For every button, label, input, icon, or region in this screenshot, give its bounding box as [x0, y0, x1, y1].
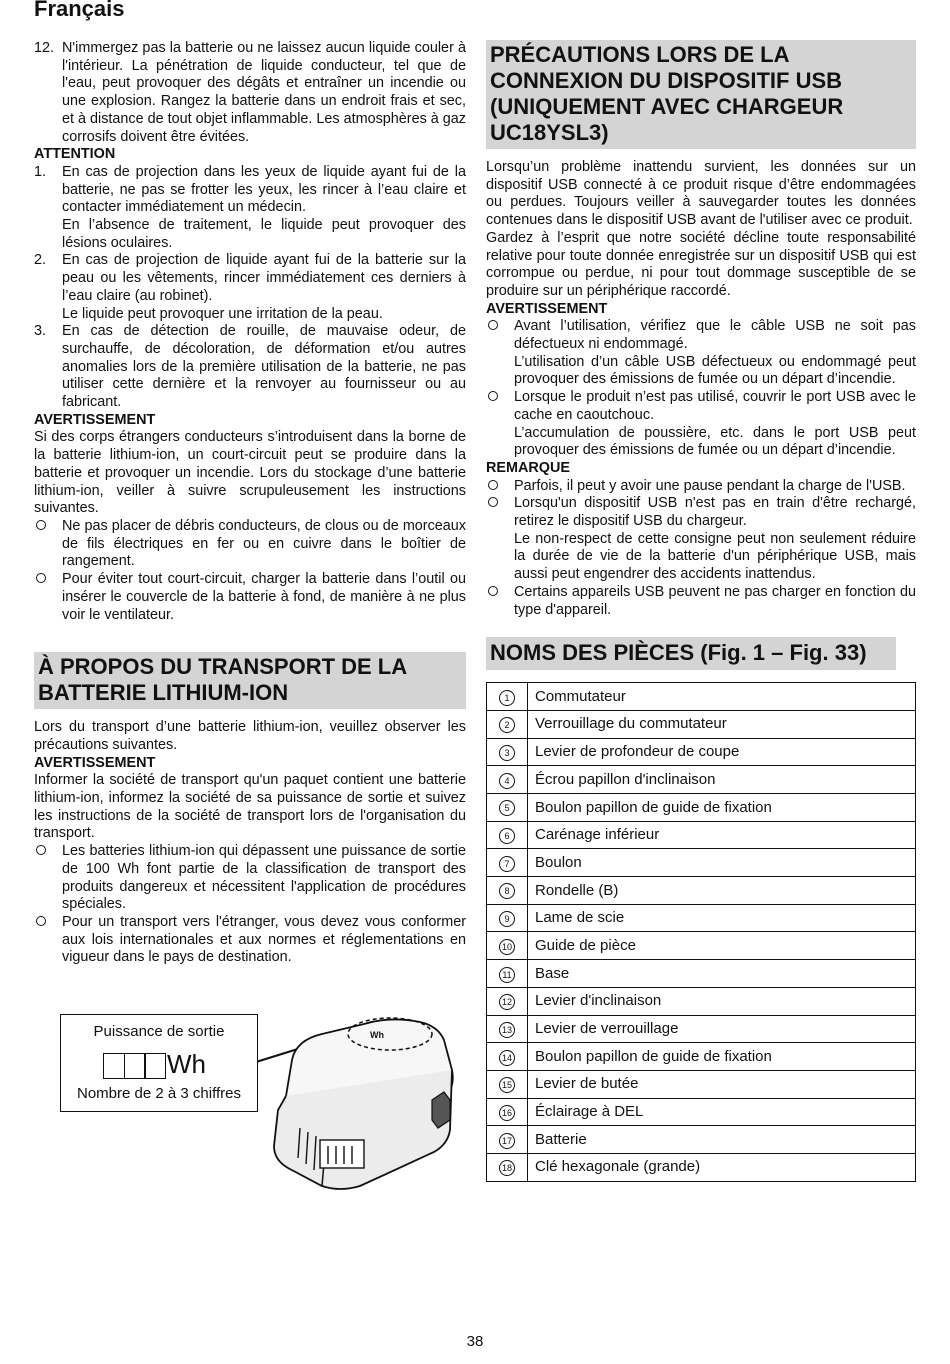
bullet-text: Pour éviter tout court-circuit, charger la batterie dans l’outil ou insérer le couvercle de la batterie à fond, de manière à ne plus voir le ventilateur.: [62, 571, 466, 623]
part-number-cell: [487, 904, 528, 932]
part-number: 8: [499, 883, 515, 899]
bullet-text: Lorsque le produit n’est pas utilisé, couvrir le port USB avec le cache en caoutchouc.: [514, 389, 916, 423]
table-row: [487, 1153, 916, 1181]
digit-cell: [144, 1053, 166, 1079]
part-name: Éclairage à DEL: [528, 1098, 916, 1126]
attention-item-2: [34, 252, 466, 323]
usb-warning-bullet-2: [486, 389, 916, 460]
table-row: [487, 960, 916, 988]
part-name: Base: [528, 960, 916, 988]
part-name: Lame de scie: [528, 904, 916, 932]
wh-unit-label: Wh: [167, 1049, 206, 1079]
transport-warning-text: Informer la société de transport qu'un paquet contient une batterie lithium-ion, informez la société de sa puissance de sortie et suivez les instructions de la société de transport lors de l'organisation du transport.: [34, 772, 466, 842]
table-row: [487, 904, 916, 932]
bullet-text: Avant l’utilisation, vérifiez que le câble USB ne soit pas défectueux ni endommagé.: [514, 318, 916, 353]
usb-warning-bullet-1: [486, 318, 916, 389]
item-number: 12.: [34, 40, 55, 56]
part-number-cell: [487, 1153, 528, 1181]
usb-paragraph-2: Gardez à l’esprit que notre société décline toute responsabilité relative pour toute donnée enregistrée sur un dispositif USB qui est corrompue ou perdue, ni pour tout dommage susceptible de se produire sur un périphérique raccordé.: [486, 229, 916, 299]
circle-bullet-icon: [488, 480, 498, 490]
table-row: [487, 1070, 916, 1098]
table-row: [487, 1015, 916, 1043]
part-number-cell: [487, 683, 528, 711]
part-number: 4: [499, 773, 515, 789]
bullet-subtext: Le non-respect de cette consigne peut non seulement réduire la durée de vie de la batterie d'un périphérique USB, mais aussi peut engendrer des accidents inattendus.: [514, 530, 916, 583]
circle-bullet-icon: [36, 573, 46, 583]
item-subtext: Le liquide peut provoquer une irritation de la peau.: [62, 305, 383, 322]
part-number: 7: [499, 856, 515, 872]
wh-callout-box: [60, 1014, 258, 1112]
part-number-cell: [487, 1043, 528, 1071]
part-name: Écrou papillon d'inclinaison: [528, 766, 916, 794]
item-number: 3.: [34, 323, 47, 340]
table-row: [487, 877, 916, 905]
part-number: 3: [499, 745, 515, 761]
warning-text: Si des corps étrangers conducteurs s’introduisent dans la borne de la batterie lithium-ion, un court-circuit peut se produire dans la batterie et provoquer un incendie. Lors du stockage d’une batterie lithium-ion, veiller à suivre scrupuleusement les instructions suivantes.: [34, 429, 466, 517]
part-number-cell: [487, 932, 528, 960]
part-number-cell: [487, 1070, 528, 1098]
page-language-header: Français: [34, 0, 125, 21]
part-number-cell: [487, 877, 528, 905]
warning-title: AVERTISSEMENT: [34, 411, 156, 428]
part-number-cell: [487, 849, 528, 877]
part-number-cell: [487, 1015, 528, 1043]
item-number: 1.: [34, 163, 47, 180]
bullet-text: Certains appareils USB peuvent ne pas charger en fonction du type d'appareil.: [514, 583, 916, 618]
part-name: Verrouillage du commutateur: [528, 710, 916, 738]
part-number: 1: [499, 690, 515, 706]
table-row: [487, 932, 916, 960]
table-row: [487, 987, 916, 1015]
part-number-cell: [487, 960, 528, 988]
part-name: Batterie: [528, 1126, 916, 1154]
part-number: 16: [499, 1105, 515, 1121]
transport-bullet-1: [34, 843, 466, 914]
page-number: 38: [466, 1333, 484, 1350]
usb-paragraph-1: Lorsqu’un problème inattendu survient, les données sur un dispositif USB connecté à ce produit risque d’être endommagées ou perdues. Toujours veiller à sauvegarder toutes les données contenues dans le dispositif USB avant de l'utiliser avec ce produit.: [486, 159, 916, 229]
part-number: 9: [499, 911, 515, 927]
transport-bullet-2: [34, 914, 466, 967]
part-name: Boulon papillon de guide de fixation: [528, 1043, 916, 1071]
note-bullet-3: [486, 584, 916, 619]
bullet-text: Parfois, il peut y avoir une pause pendant la charge de l'USB.: [514, 477, 906, 494]
parts-table: [486, 682, 916, 1181]
item-text: N'immergez pas la batterie ou ne laissez aucun liquide couler à l'intérieur. La pénétration de liquide conducteur, tel que de l'eau, peut provoquer des dégâts et entraîner un incendie ou une explosion. Rangez la batterie dans un endroit frais et sec, et à distance de tout objet inflammable. Les atmosphères à gaz corrosifs doivent être évitées.: [62, 40, 466, 145]
part-number: 15: [499, 1077, 515, 1093]
part-number-cell: [487, 987, 528, 1015]
part-name: Carénage inférieur: [528, 821, 916, 849]
part-number-cell: [487, 710, 528, 738]
circle-bullet-icon: [488, 497, 498, 507]
attention-item-3: [34, 323, 466, 412]
usb-warning-title: AVERTISSEMENT: [486, 300, 608, 317]
bullet-text: Les batteries lithium-ion qui dépassent une puissance de sortie de 100 Wh font partie de la classification de transport des produits dangereux et nécessitent l'application de procédures spéciales.: [62, 843, 466, 913]
attention-title: ATTENTION: [34, 146, 116, 163]
part-number: 10: [499, 939, 515, 955]
bullet-text: Pour un transport vers l'étranger, vous devez vous conformer aux lois internationales et aux normes et réglementations en vigueur dans le pays de destination.: [62, 913, 466, 966]
part-number-cell: [487, 738, 528, 766]
wh-digit-cells: [103, 1053, 165, 1079]
part-number-cell: [487, 1126, 528, 1154]
part-name: Boulon papillon de guide de fixation: [528, 794, 916, 822]
transport-warning-title: AVERTISSEMENT: [34, 754, 156, 771]
part-number: 13: [499, 1022, 515, 1038]
table-row: [487, 849, 916, 877]
digit-cell: [124, 1053, 146, 1079]
battery-wh-figure: [60, 1000, 480, 1190]
part-name: Levier de verrouillage: [528, 1015, 916, 1043]
list-item-12: [34, 40, 466, 146]
table-row: [487, 821, 916, 849]
note-bullet-1: [486, 478, 916, 496]
part-number: 6: [499, 828, 515, 844]
parts-section-heading: NOMS DES PIÈCES (Fig. 1 – Fig. 33): [486, 637, 896, 670]
part-name: Levier de butée: [528, 1070, 916, 1098]
circle-bullet-icon: [488, 586, 498, 596]
circle-bullet-icon: [36, 916, 46, 926]
table-row: [487, 1126, 916, 1154]
table-row: [487, 766, 916, 794]
part-number-cell: [487, 766, 528, 794]
transport-section-heading: À PROPOS DU TRANSPORT DE LA BATTERIE LITHIUM-ION: [34, 652, 466, 709]
table-row: [487, 1098, 916, 1126]
bullet-subtext: L’accumulation de poussière, etc. dans le port USB peut provoquer des émissions de fumée ou un départ d’incendie.: [514, 424, 916, 459]
part-name: Levier de profondeur de coupe: [528, 738, 916, 766]
item-text: En cas de projection dans les yeux de liquide ayant fui de la batterie, ne pas se frotter les yeux, les rincer à l’eau claire et contacter immédiatement un médecin.: [62, 163, 466, 216]
circle-bullet-icon: [488, 391, 498, 401]
part-number-cell: [487, 1098, 528, 1126]
right-column: [486, 40, 916, 1182]
item-text: En cas de détection de rouille, de mauvaise odeur, de surchauffe, de décoloration, de déformation et/ou autres anomalies lors de la première utilisation de la batterie, ne pas utiliser cette dernière et la renvoyer au fournisseur ou au fabricant.: [62, 323, 466, 411]
item-text: En cas de projection de liquide ayant fui de la batterie sur la peau ou les vêtements, rincer immédiatement ces derniers à l’eau claire (au robinet).: [62, 252, 466, 304]
part-number-cell: [487, 794, 528, 822]
part-name: Rondelle (B): [528, 877, 916, 905]
part-number: 11: [499, 967, 515, 983]
table-row: [487, 683, 916, 711]
circle-bullet-icon: [488, 320, 498, 330]
part-number: 14: [499, 1050, 515, 1066]
bullet-text: Lorsqu'un dispositif USB n'est pas en train d'être rechargé, retirez le dispositif USB du chargeur.: [514, 495, 916, 530]
transport-intro: Lors du transport d’une batterie lithium-ion, veuillez observer les précautions suivantes.: [34, 719, 466, 753]
warning-bullet-1: [34, 518, 466, 571]
part-name: Boulon: [528, 849, 916, 877]
item-subtext: En l’absence de traitement, le liquide peut provoquer des lésions oculaires.: [62, 217, 466, 251]
note-title: REMARQUE: [486, 459, 570, 476]
part-name: Guide de pièce: [528, 932, 916, 960]
digit-cell: [103, 1053, 125, 1079]
usb-section-heading: PRÉCAUTIONS LORS DE LA CONNEXION DU DISPOSITIF USB (UNIQUEMENT AVEC CHARGEUR UC18YSL3): [486, 40, 916, 149]
parts-table-body: [487, 683, 916, 1181]
part-number: 2: [499, 717, 515, 733]
circle-bullet-icon: [36, 520, 46, 530]
bullet-subtext: L’utilisation d’un câble USB défectueux ou endommagé peut provoquer des émissions de fumée ou un départ d’incendie.: [514, 353, 916, 388]
part-name: Clé hexagonale (grande): [528, 1153, 916, 1181]
part-number: 5: [499, 800, 515, 816]
warning-bullet-2: [34, 571, 466, 624]
output-power-label: Puissance de sortie: [93, 1023, 225, 1040]
table-row: [487, 1043, 916, 1071]
attention-item-1: [34, 164, 466, 253]
battery-wh-marking: Wh: [370, 1030, 384, 1040]
part-number-cell: [487, 821, 528, 849]
part-number: 12: [499, 994, 515, 1010]
part-number: 18: [499, 1160, 515, 1176]
circle-bullet-icon: [36, 845, 46, 855]
table-row: [487, 738, 916, 766]
bullet-text: Ne pas placer de débris conducteurs, de clous ou de morceaux de fils électriques en fer ou en cuivre dans le boîtier de rangement.: [62, 517, 466, 570]
table-row: [487, 710, 916, 738]
digit-count-label: Nombre de 2 à 3 chiffres: [77, 1085, 241, 1102]
left-column: [34, 40, 466, 967]
table-row: [487, 794, 916, 822]
item-number: 2.: [34, 252, 47, 269]
part-number: 17: [499, 1133, 515, 1149]
part-name: Commutateur: [528, 683, 916, 711]
part-name: Levier d'inclinaison: [528, 987, 916, 1015]
note-bullet-2: [486, 495, 916, 584]
